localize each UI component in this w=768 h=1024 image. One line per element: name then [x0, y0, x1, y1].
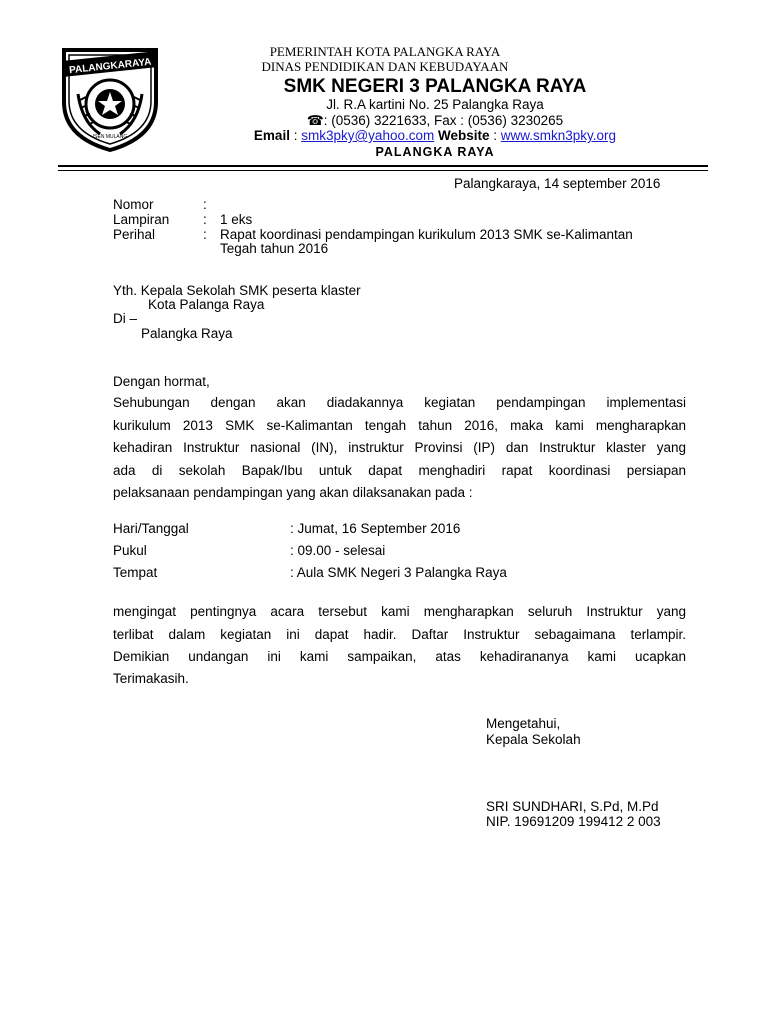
event-time-label: Pukul: [113, 543, 147, 558]
paragraph-1-line-2: kurikulum 2013 SMK se-Kalimantan tengah tahun 2016, maka kami mengharapkan: [113, 418, 686, 433]
header-contact-line: Email : smk3pky@yahoo.com Website : www.smkn3pky.org: [253, 128, 617, 143]
paragraph-1-line-4: ada di sekolah Bapak/Ibu untuk dapat menghadiri rapat koordinasi persiapan: [113, 463, 686, 478]
website-label: Website: [438, 128, 490, 143]
header-rule-thick: [58, 165, 708, 167]
header-phone: : (0536) 3221633, Fax : (0536) 3230265: [323, 113, 564, 128]
perihal-value-2: Tegah tahun 2016: [220, 241, 329, 256]
header-department: DINAS PENDIDIKAN DAN KEBUDAYAAN: [261, 59, 509, 74]
header-phone-line: [190, 113, 680, 129]
lampiran-colon: :: [203, 212, 207, 227]
recipient-line-1: Yth. Kepala Sekolah SMK peserta klaster: [113, 283, 361, 298]
recipient-line-2: Kota Palanga Raya: [148, 297, 265, 312]
signature-ack: Mengetahui,: [486, 716, 561, 731]
signature-role: Kepala Sekolah: [486, 732, 581, 747]
event-date-value: : Jumat, 16 September 2016: [290, 521, 461, 536]
lampiran-label: Lampiran: [113, 212, 170, 227]
signature-nip: NIP. 19691209 199412 2 003: [486, 814, 661, 829]
email-link[interactable]: smk3pky@yahoo.com: [301, 128, 435, 143]
paragraph-1-line-5: pelaksanaan pendampingan yang akan dilaksanakan pada :: [113, 485, 473, 500]
header-school-name: SMK NEGERI 3 PALANGKA RAYA: [283, 76, 587, 97]
perihal-label: Perihal: [113, 227, 156, 242]
paragraph-2-line-1: mengingat pentingnya acara tersebut kami mengharapkan seluruh Instruktur yang: [113, 604, 686, 619]
event-time-value: : 09.00 - selesai: [290, 543, 386, 558]
recipient-line-4: Palangka Raya: [141, 326, 233, 341]
greeting: Dengan hormat,: [113, 374, 210, 389]
paragraph-1-line-3: kehadiran Instruktur nasional (IN), instruktur Provinsi (IP) dan Instruktur klaster yang: [113, 440, 686, 455]
header-rule-thin: [58, 170, 708, 171]
recipient-line-3: Di –: [113, 311, 138, 326]
nomor-colon: :: [203, 197, 207, 212]
header-address: Jl. R.A kartini No. 25 Palangka Raya: [326, 97, 544, 112]
header-government: PEMERINTAH KOTA PALANGKA RAYA: [269, 44, 501, 59]
paragraph-2-line-3: Demikian undangan ini kami sampaikan, atas kehadirananya kami ucapkan: [113, 649, 686, 664]
event-date-label: Hari/Tanggal: [113, 521, 189, 536]
perihal-colon: :: [203, 227, 207, 242]
paragraph-2-line-2: terlibat dalam kegiatan ini dapat hadir. Daftar Instruktur sebagaimana terlampir.: [113, 627, 686, 642]
website-link[interactable]: www.smkn3pky.org: [500, 128, 617, 143]
lampiran-value: 1 eks: [220, 212, 253, 227]
signature-name: SRI SUNDHARI, S.Pd, M.Pd: [486, 799, 659, 814]
email-label: Email: [253, 128, 290, 143]
event-place-value: : Aula SMK Negeri 3 Palangka Raya: [290, 565, 507, 580]
paragraph-2-line-4: Terimakasih.: [113, 671, 189, 686]
event-place-label: Tempat: [113, 565, 158, 580]
nomor-label: Nomor: [113, 197, 154, 212]
letter-date: Palangkaraya, 14 september 2016: [454, 176, 661, 191]
header-city: PALANGKA RAYA: [375, 145, 495, 159]
perihal-value-1: Rapat koordinasi pendampingan kurikulum 2013 SMK se-Kalimantan: [220, 227, 633, 242]
paragraph-1-line-1: Sehubungan dengan akan diadakannya kegiatan pendampingan implementasi: [113, 395, 686, 410]
phone-icon: ☎: [306, 113, 324, 128]
logo-motto-text: ISEN MULANG: [92, 134, 128, 140]
logo-banner-text: PALANGKARAYA: [68, 56, 152, 77]
